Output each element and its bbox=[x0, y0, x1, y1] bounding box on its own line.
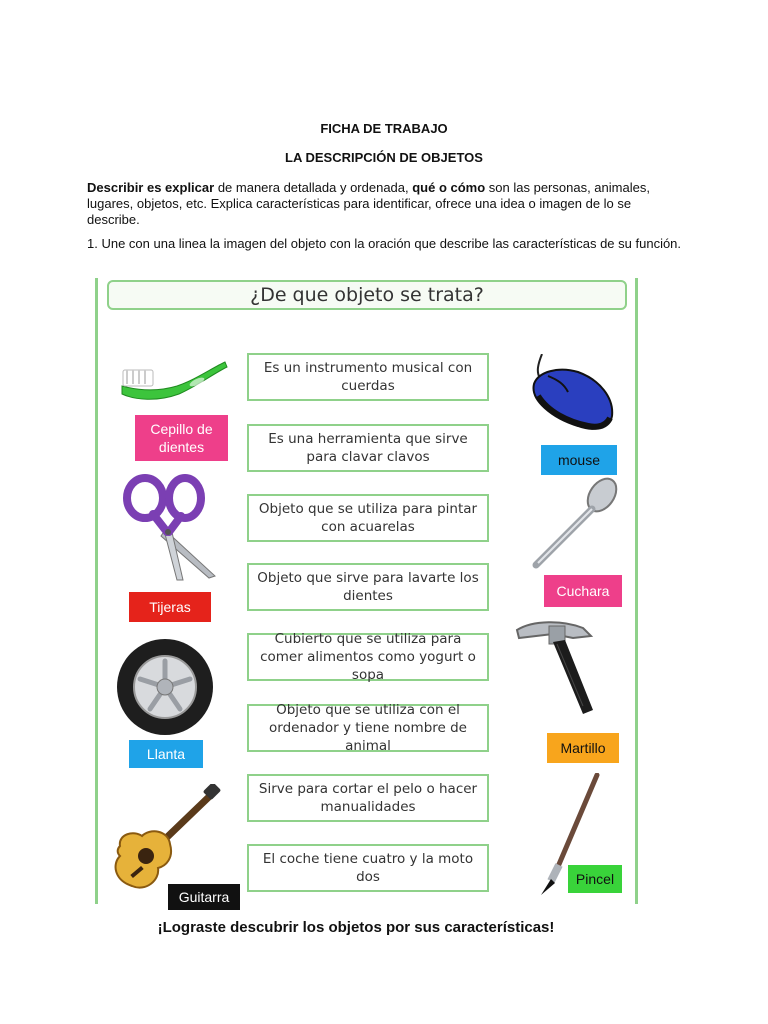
label-guitarra: Guitarra bbox=[168, 884, 240, 910]
sentence-box: Es una herramienta que sirve para clavar clavos bbox=[247, 424, 489, 472]
sentence-box: Objeto que sirve para lavarte los dientes bbox=[247, 563, 489, 611]
scissors-icon bbox=[123, 472, 219, 582]
page-title: FICHA DE TRABAJO bbox=[320, 121, 448, 136]
page-subtitle: LA DESCRIPCIÓN DE OBJETOS bbox=[285, 150, 483, 165]
panel-title: ¿De que objeto se trata? bbox=[107, 280, 627, 310]
intro-text-2: son las personas, animales, lugares, objetos, etc. Explica características para identificar, ofrece una idea o imagen de lo se describe. bbox=[87, 180, 650, 227]
intro-bold-2: qué o cómo bbox=[412, 180, 486, 195]
mouse-icon bbox=[528, 354, 616, 432]
closing-message bbox=[0, 919, 712, 936]
guitar-icon bbox=[110, 784, 222, 894]
label-mouse: mouse bbox=[541, 445, 617, 475]
sentence-box: Objeto que se utiliza con el ordenador y tiene nombre de animal bbox=[247, 704, 489, 752]
sentence-box: Objeto que se utiliza para pintar con acuarelas bbox=[247, 494, 489, 542]
sentence-box: Sirve para cortar el pelo o hacer manualidades bbox=[247, 774, 489, 822]
closing-message-text: ¡Lograste descubrir los objetos por sus características! bbox=[157, 919, 555, 936]
label-pincel: Pincel bbox=[568, 865, 622, 893]
intro-text-1: de manera detallada y ordenada, bbox=[214, 180, 413, 195]
tire-icon bbox=[114, 637, 216, 737]
label-llanta: Llanta bbox=[129, 740, 203, 768]
label-tijeras: Tijeras bbox=[129, 592, 211, 622]
intro-bold-1: Describir es explicar bbox=[87, 180, 215, 195]
toothbrush-icon bbox=[117, 356, 229, 408]
label-cepillo: Cepillo de dientes bbox=[135, 415, 228, 461]
spoon-icon bbox=[530, 477, 618, 569]
sentence-box: Es un instrumento musical con cuerdas bbox=[247, 353, 489, 401]
hammer-icon bbox=[513, 618, 597, 722]
sentence-box: Cubierto que se utiliza para comer alimentos como yogurt o sopa bbox=[247, 633, 489, 681]
intro-paragraph bbox=[87, 180, 687, 228]
task-instruction: 1. Une con una linea la imagen del objeto con la oración que describe las características de su función. bbox=[87, 236, 682, 251]
label-martillo: Martillo bbox=[547, 733, 619, 763]
sentence-box: El coche tiene cuatro y la moto dos bbox=[247, 844, 489, 892]
label-cuchara: Cuchara bbox=[544, 575, 622, 607]
